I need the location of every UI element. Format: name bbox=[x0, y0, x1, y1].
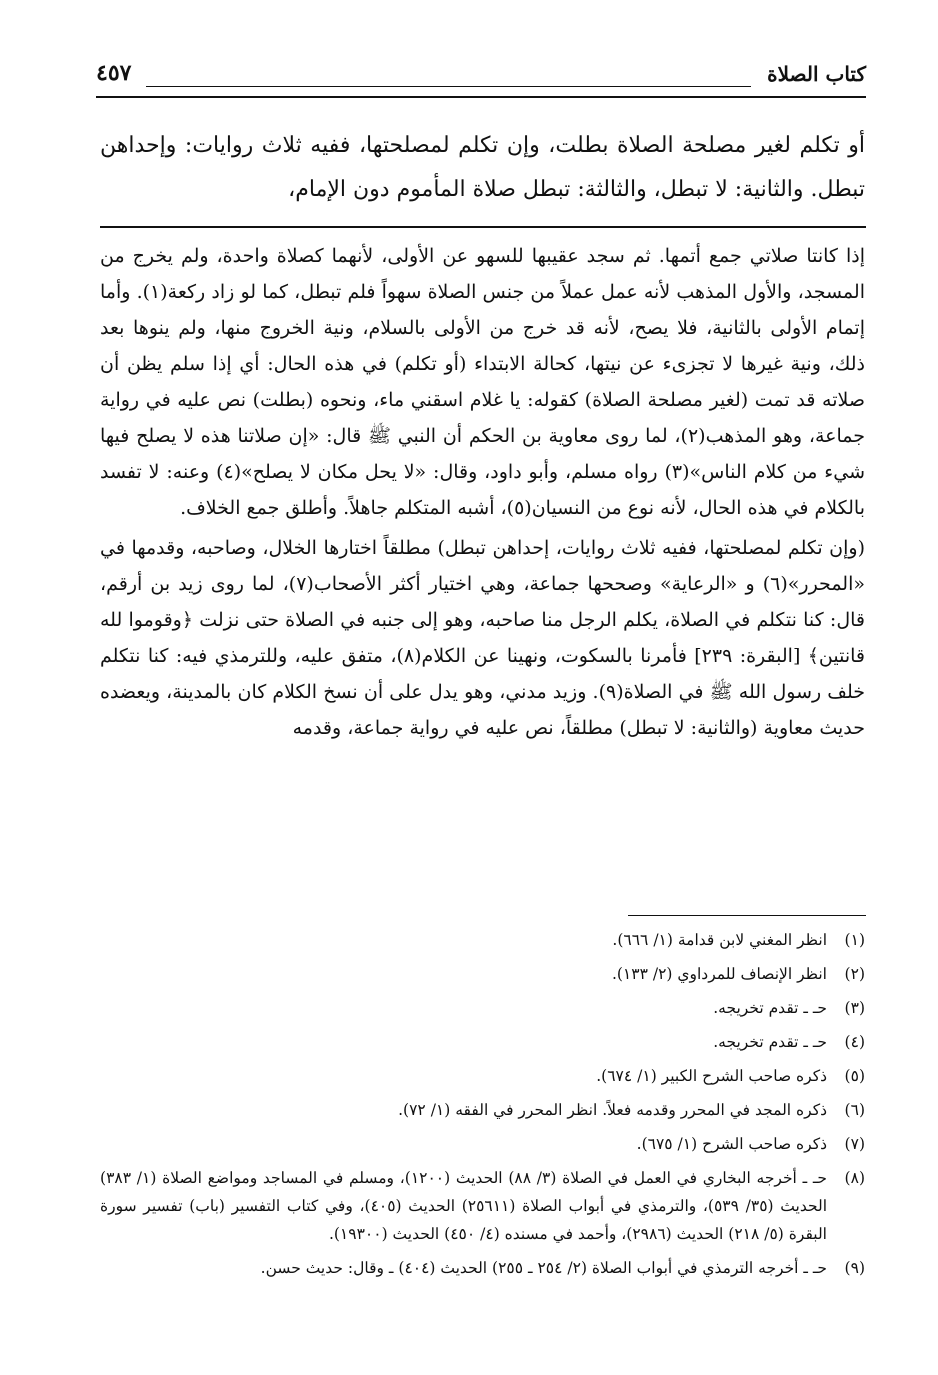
footnote-text: حـ ـ أخرجه البخاري في العمل في الصلاة (٣/ ٨٨) الحديث (١٢٠٠)، ومسلم في المساجد ومواضع الصلاة (١/ ٣٨٣) الحديث (٣٥/ ٥٣٩)، والترمذي في أبواب الصلاة (٢٥٦١١) الحديث (٤٠٥)، وفي كتاب التفسير (باب) تفسير سورة البقرة (٥/ ٢١٨) الحديث (٢٩٨٦)، وأحمد في مسنده (٤/ ٤٥٠) الحديث (١٩٣٠٠). bbox=[100, 1169, 827, 1243]
footnote-number: (٣) bbox=[844, 999, 865, 1017]
footnote-item bbox=[100, 1164, 865, 1248]
footnote-text: حـ ـ تقدم تخريجه. bbox=[713, 999, 827, 1017]
footnote-text: ذكره صاحب الشرح الكبير (١/ ٦٧٤). bbox=[596, 1067, 827, 1085]
footnote-number: (٧) bbox=[844, 1135, 865, 1153]
running-title: كتاب الصلاة bbox=[767, 62, 866, 86]
commentary-paragraph-2: (وإن تكلم لمصلحتها، ففيه ثلاث روايات، إحداهن تبطل) مطلقاً اختارها الخلال، وصاحبه، وقدمها في «المحرر»(٦) و «الرعاية» وصححها جماعة، وهي اختيار أكثر الأصحاب(٧)، لما روى زيد بن أرقم، قال: كنا نتكلم في الصلاة، يكلم الرجل منا صاحبه، وهو إلى جنبه في الصلاة حتى نزلت ﴿وقوموا لله قانتين﴾ [البقرة: ٢٣٩] فأمرنا بالسكوت، ونهينا عن الكلام(٨)، متفق عليه، وللترمذي فيه: كنا نتكلم خلف رسول الله ﷺ في الصلاة(٩). وزيد مدني، وهو يدل على أن نسخ الكلام كان بالمدينة، ويعضده حديث معاوية (والثانية: لا تبطل) مطلقاً، نص عليه في رواية جماعة، وقدمه bbox=[100, 537, 866, 739]
commentary-paragraph-1: إذا كانتا صلاتي جمع أتمها. ثم سجد عقيبها للسهو عن الأولى، لأنهما كصلاة واحدة، ولم يخرج من المسجد، والأول المذهب لأنه عمل عملاً من جنس الصلاة سهواً فلم تبطل، كما لو زاد ركعة(١). وأما إتمام الأولى بالثانية، فلا يصح، لأنه قد خرج من الأولى بالسلام، ونية الخروج منها، ولم ينوها بعد ذلك، ونية غيرها لا تجزىء عن نيتها، كحالة الابتداء (أو تكلم) في هذه الحال: أي إذا سلم يظن أن صلاته قد تمت (لغير مصلحة الصلاة) كقوله: يا غلام اسقني ماء، ونحوه (بطلت) نص عليه في رواية جماعة، وهو المذهب(٢)، لما روى معاوية بن الحكم أن النبي ﷺ قال: «إن صلاتنا هذه لا يصلح فيها شيء من كلام الناس»(٣) رواه مسلم، وأبو داود، وقال: «لا يحل مكان لا يصلح»(٤) وعنه: لا تفسد بالكلام في هذه الحال، لأنه نوع من النسيان(٥)، أشبه المتكلم جاهلاً. وأطلق جمع الخلاف. bbox=[100, 245, 865, 519]
header-rule bbox=[146, 86, 751, 87]
matn-text-block bbox=[100, 124, 865, 212]
footnote-number: (٢) bbox=[844, 965, 865, 983]
page-number: ٤٥٧ bbox=[96, 60, 132, 86]
footnote-item bbox=[100, 1254, 865, 1282]
footnote-text: حـ ـ أخرجه الترمذي في أبواب الصلاة (٢/ ٢٥٤ ـ ٢٥٥) الحديث (٤٠٤) ـ وقال: حديث حسن. bbox=[260, 1259, 827, 1277]
page-header bbox=[96, 62, 866, 98]
footnote-text: ذكره صاحب الشرح (١/ ٦٧٥). bbox=[636, 1135, 827, 1153]
footnotes-list bbox=[100, 926, 865, 1288]
footnote-item bbox=[100, 1062, 865, 1090]
footnote-number: (٤) bbox=[844, 1033, 865, 1051]
matn-sharh-divider bbox=[100, 226, 866, 228]
footnote-text: ذكره المجد في المحرر وقدمه فعلاً. انظر المحرر في الفقه (١/ ٧٢). bbox=[398, 1101, 827, 1119]
footnote-text: حـ ـ تقدم تخريجه. bbox=[713, 1033, 827, 1051]
footnote-item bbox=[100, 1028, 865, 1056]
matn-paragraph: أو تكلم لغير مصلحة الصلاة بطلت، وإن تكلم لمصلحتها، ففيه ثلاث روايات: وإحداهن تبطل. والثانية: لا تبطل، والثالثة: تبطل صلاة المأموم دون الإمام، bbox=[100, 133, 865, 202]
footnote-item bbox=[100, 926, 865, 954]
commentary-text-block bbox=[100, 238, 865, 746]
footnote-number: (٩) bbox=[844, 1259, 865, 1277]
footnote-number: (٥) bbox=[844, 1067, 865, 1085]
footnote-item bbox=[100, 994, 865, 1022]
footnote-separator bbox=[628, 915, 866, 916]
footnote-text: انظر المغني لابن قدامة (١/ ٦٦٦). bbox=[612, 931, 827, 949]
footnote-text: انظر الإنصاف للمرداوي (٢/ ١٣٣). bbox=[611, 965, 827, 983]
footnote-number: (٦) bbox=[844, 1101, 865, 1119]
footnote-item bbox=[100, 1096, 865, 1124]
footnote-number: (٨) bbox=[844, 1169, 865, 1187]
footnote-number: (١) bbox=[844, 931, 865, 949]
footnote-item bbox=[100, 960, 865, 988]
footnote-item bbox=[100, 1130, 865, 1158]
